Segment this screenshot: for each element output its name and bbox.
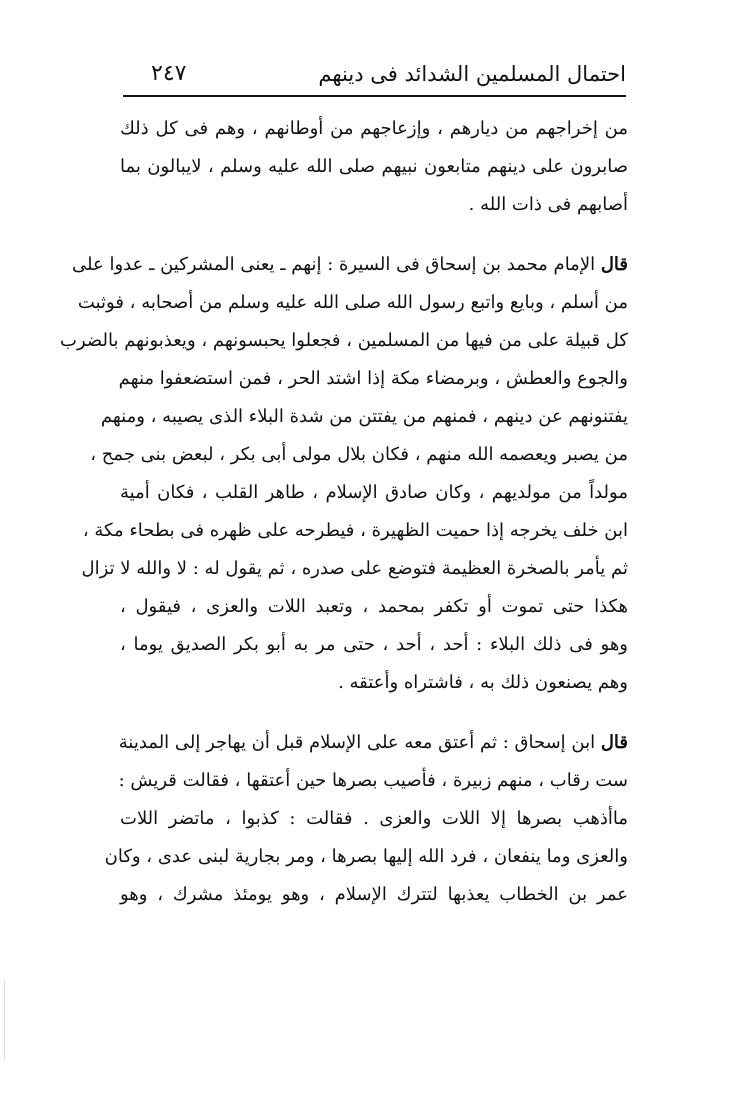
paragraph-3 [104,724,628,914]
page-number: ٢٤٧ [151,61,187,86]
text-line: أصابهم فى ذات الله . [468,194,628,215]
paragraph-gap [120,702,628,724]
text-line: هكذا حتى تموت أو تكفر بمحمد ، وتعبد اللات والعزى ، فيقول ، [120,596,628,617]
text-line-lead [120,724,628,762]
text-line: من يصبر ويعصمه الله منهم ، فكان بلال مولى أبى بكر ، لبعض بنى جمح ، [90,444,628,465]
text-line: ماأذهب بصرها إلا اللات والعزى . فقالت : كذبوا ، ماتضر اللات [120,808,628,829]
paragraph-lead-word: قال [600,254,628,275]
text-line: من أسلم ، وبايع واتبع رسول الله صلى الله عليه وسلم من أصحابه ، فوثبت [77,292,628,313]
text-line: ثم يأمر بالصخرة العظيمة فتوضع على صدره ، ثم يقول له : لا والله لا تزال [81,558,628,579]
text-line: عمر بن الخطاب يعذبها لتترك الإسلام ، وهو يومئذ مشرك ، وهو [120,884,628,905]
text-line-lead [72,246,628,284]
text-line: وهو فى ذلك البلاء : أحد ، أحد ، حتى مر به أبو بكر الصديق يوما ، [120,634,628,655]
body-text [60,110,628,914]
text-line: يفتنونهم عن دينهم ، فمنهم من يفتتن من شدة البلاء الذى يصيبه ، ومنهم [100,406,628,427]
text-line: صابرون على دينهم متابعون نبيهم صلى الله عليه وسلم ، لايبالون بما [120,156,628,177]
text-line: مولداً من مولديهم ، وكان صادق الإسلام ، طاهر القلب ، فكان أمية [120,482,628,503]
text-line: والعزى وما ينفعان ، فرد الله إليها بصرها ، ومر بجارية لبنى عدى ، وكان [104,846,628,867]
paragraph-gap [120,224,628,246]
page-edge-shadow [4,980,5,1060]
paragraph-2 [60,246,628,702]
header-rule [123,95,626,97]
text-line: ابن خلف يخرجه إذا حميت الظهيرة ، فيطرحه على ظهره فى بطحاء مكة ، [82,520,628,541]
text-line: والجوع والعطش ، وبرمضاء مكة إذا اشتد الحر ، فمن استضعفوا منهم [118,368,628,389]
paragraph-lead-word: قال [600,732,628,753]
text-line: ست رقاب ، منهم زبيرة ، فأصيب بصرها حين أعتقها ، فقالت قريش : [118,770,628,791]
text-line: كل قبيلة على من فيها من المسلمين ، فجعلوا يحبسونهم ، ويعذبونهم بالضرب [60,330,628,351]
running-title: احتمال المسلمين الشدائد فى دينهم [318,62,626,86]
paragraph-1 [120,110,628,224]
text-line-rest: ابن إسحاق : ثم أعتق معه على الإسلام قبل أن يهاجر إلى المدينة [118,732,596,753]
text-line: من إخراجهم من ديارهم ، وإزعاجهم من أوطانهم ، وهم فى كل ذلك [120,118,628,139]
text-line-rest: الإمام محمد بن إسحاق فى السيرة : إنهم ـ يعنى المشركين ـ عدوا على [72,254,596,275]
text-line: وهم يصنعون ذلك به ، فاشتراه وأعتقه . [338,672,628,693]
page-header [123,52,626,94]
